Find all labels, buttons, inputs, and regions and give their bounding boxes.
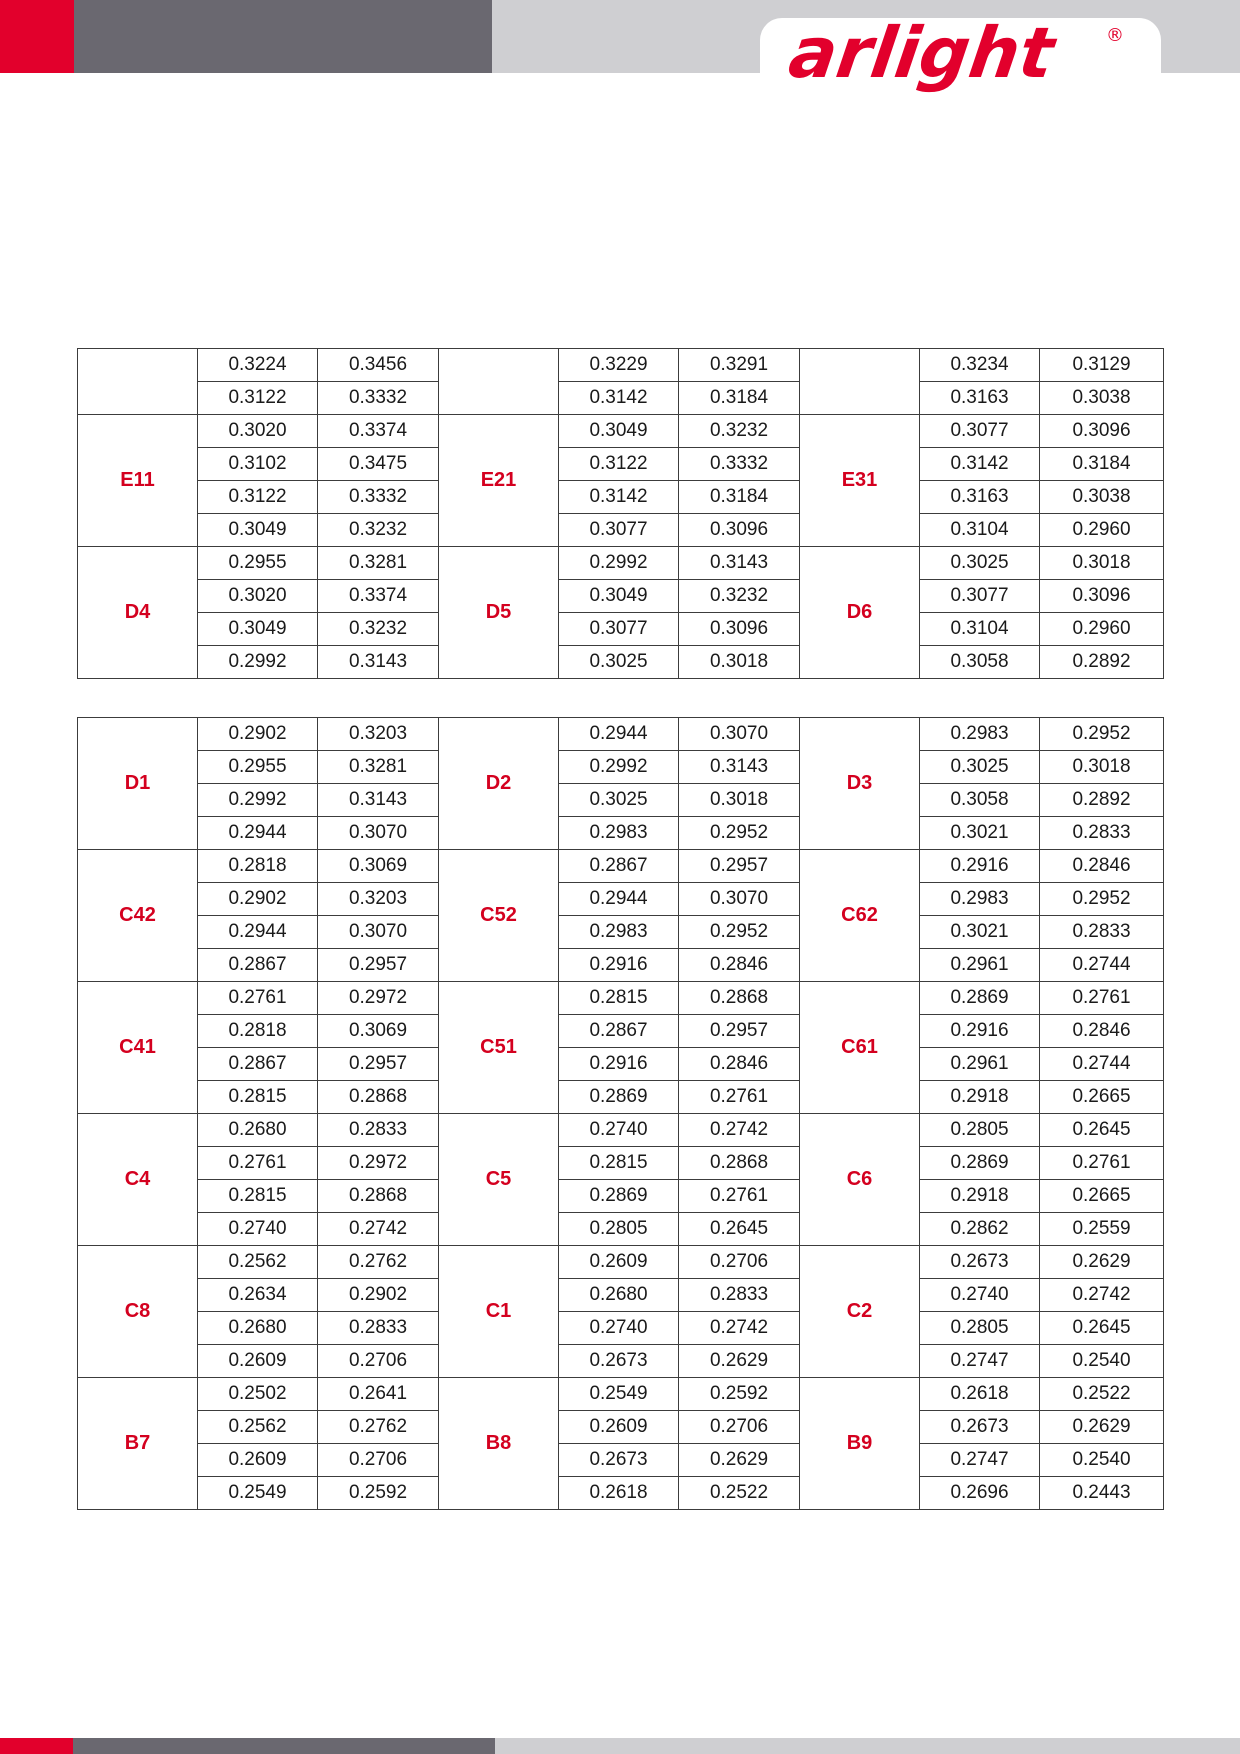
table-row bbox=[78, 1312, 1164, 1345]
bin-label bbox=[800, 349, 920, 415]
coordinate-x: 0.2992 bbox=[559, 751, 679, 784]
coordinate-x: 0.2961 bbox=[920, 1048, 1040, 1081]
coordinate-y: 0.2540 bbox=[1040, 1444, 1164, 1477]
coordinate-x: 0.2902 bbox=[198, 883, 318, 916]
coordinate-x: 0.2992 bbox=[198, 784, 318, 817]
table-row bbox=[78, 751, 1164, 784]
coordinate-y: 0.2957 bbox=[318, 949, 439, 982]
coordinate-y: 0.3143 bbox=[318, 784, 439, 817]
coordinate-x: 0.2944 bbox=[559, 718, 679, 751]
table-row bbox=[78, 1015, 1164, 1048]
table-row bbox=[78, 382, 1164, 415]
bin-label: C41 bbox=[78, 982, 198, 1114]
table-row bbox=[78, 982, 1164, 1015]
table-row bbox=[78, 1279, 1164, 1312]
table-body bbox=[78, 349, 1164, 679]
coordinate-x: 0.3020 bbox=[198, 415, 318, 448]
coordinate-y: 0.3096 bbox=[679, 613, 800, 646]
coordinate-x: 0.3224 bbox=[198, 349, 318, 382]
table-row bbox=[78, 646, 1164, 679]
coordinate-x: 0.2747 bbox=[920, 1345, 1040, 1378]
coordinate-x: 0.2549 bbox=[198, 1477, 318, 1510]
table-row bbox=[78, 481, 1164, 514]
coordinate-y: 0.3018 bbox=[679, 784, 800, 817]
bin-label: D3 bbox=[800, 718, 920, 850]
coordinate-y: 0.3096 bbox=[1040, 580, 1164, 613]
coordinate-x: 0.2916 bbox=[920, 850, 1040, 883]
bin-label: E31 bbox=[800, 415, 920, 547]
coordinate-y: 0.3070 bbox=[318, 817, 439, 850]
coordinate-y: 0.2742 bbox=[318, 1213, 439, 1246]
coordinate-x: 0.2747 bbox=[920, 1444, 1040, 1477]
coordinate-y: 0.2868 bbox=[679, 1147, 800, 1180]
coordinate-y: 0.3232 bbox=[318, 514, 439, 547]
coordinate-x: 0.3049 bbox=[559, 580, 679, 613]
coordinate-x: 0.2815 bbox=[559, 982, 679, 1015]
bin-label: D6 bbox=[800, 547, 920, 679]
coordinate-x: 0.2609 bbox=[559, 1246, 679, 1279]
coordinate-x: 0.2680 bbox=[559, 1279, 679, 1312]
bin-label: C1 bbox=[439, 1246, 559, 1378]
coordinate-y: 0.2952 bbox=[1040, 883, 1164, 916]
coordinate-x: 0.2673 bbox=[559, 1345, 679, 1378]
coordinate-x: 0.3021 bbox=[920, 916, 1040, 949]
coordinate-x: 0.2549 bbox=[559, 1378, 679, 1411]
bin-label: D1 bbox=[78, 718, 198, 850]
table-row bbox=[78, 448, 1164, 481]
coordinate-x: 0.3049 bbox=[198, 514, 318, 547]
coordinate-y: 0.2629 bbox=[679, 1345, 800, 1378]
coordinate-x: 0.2918 bbox=[920, 1081, 1040, 1114]
coordinate-x: 0.2867 bbox=[198, 1048, 318, 1081]
coordinate-y: 0.3232 bbox=[679, 580, 800, 613]
bin-label: C62 bbox=[800, 850, 920, 982]
coordinate-y: 0.3129 bbox=[1040, 349, 1164, 382]
footer-light-block bbox=[495, 1738, 1240, 1754]
coordinate-x: 0.3077 bbox=[920, 580, 1040, 613]
coordinate-y: 0.2952 bbox=[679, 817, 800, 850]
coordinate-y: 0.3456 bbox=[318, 349, 439, 382]
coordinate-x: 0.2562 bbox=[198, 1246, 318, 1279]
coordinate-y: 0.2706 bbox=[679, 1411, 800, 1444]
coordinate-x: 0.2696 bbox=[920, 1477, 1040, 1510]
coordinate-y: 0.2952 bbox=[679, 916, 800, 949]
header-red-block bbox=[0, 0, 74, 73]
coordinate-y: 0.2972 bbox=[318, 982, 439, 1015]
coordinate-x: 0.2805 bbox=[920, 1312, 1040, 1345]
coordinate-y: 0.3018 bbox=[679, 646, 800, 679]
coordinate-x: 0.3122 bbox=[559, 448, 679, 481]
coordinate-y: 0.3475 bbox=[318, 448, 439, 481]
coordinate-y: 0.3332 bbox=[318, 382, 439, 415]
table-row bbox=[78, 817, 1164, 850]
coordinate-y: 0.2762 bbox=[318, 1246, 439, 1279]
coordinate-y: 0.3018 bbox=[1040, 547, 1164, 580]
coordinate-x: 0.2869 bbox=[920, 982, 1040, 1015]
coordinate-y: 0.3184 bbox=[679, 382, 800, 415]
coordinate-x: 0.2916 bbox=[559, 949, 679, 982]
bin-label: D5 bbox=[439, 547, 559, 679]
coordinate-y: 0.2629 bbox=[1040, 1411, 1164, 1444]
coordinate-y: 0.2665 bbox=[1040, 1180, 1164, 1213]
bin-label: B7 bbox=[78, 1378, 198, 1510]
coordinate-y: 0.2742 bbox=[679, 1312, 800, 1345]
coordinate-y: 0.2641 bbox=[318, 1378, 439, 1411]
coordinate-y: 0.2744 bbox=[1040, 1048, 1164, 1081]
coordinate-x: 0.3025 bbox=[559, 784, 679, 817]
bin-label: C4 bbox=[78, 1114, 198, 1246]
table-row bbox=[78, 1246, 1164, 1279]
bin-label: C6 bbox=[800, 1114, 920, 1246]
coordinate-y: 0.3232 bbox=[318, 613, 439, 646]
table-row bbox=[78, 1411, 1164, 1444]
coordinate-y: 0.2833 bbox=[318, 1114, 439, 1147]
coordinate-x: 0.3234 bbox=[920, 349, 1040, 382]
coordinate-x: 0.2805 bbox=[920, 1114, 1040, 1147]
coordinate-x: 0.3049 bbox=[198, 613, 318, 646]
coordinate-y: 0.3281 bbox=[318, 547, 439, 580]
coordinate-x: 0.3058 bbox=[920, 646, 1040, 679]
coordinate-x: 0.3142 bbox=[920, 448, 1040, 481]
table-row bbox=[78, 1378, 1164, 1411]
coordinate-y: 0.2868 bbox=[318, 1180, 439, 1213]
coordinate-x: 0.3142 bbox=[559, 481, 679, 514]
coordinate-y: 0.2629 bbox=[1040, 1246, 1164, 1279]
coordinate-x: 0.2944 bbox=[559, 883, 679, 916]
coordinate-y: 0.3070 bbox=[679, 718, 800, 751]
coordinate-x: 0.2961 bbox=[920, 949, 1040, 982]
table-row bbox=[78, 1048, 1164, 1081]
coordinate-y: 0.2761 bbox=[1040, 982, 1164, 1015]
table-row bbox=[78, 349, 1164, 382]
coordinate-y: 0.2559 bbox=[1040, 1213, 1164, 1246]
coordinate-x: 0.3077 bbox=[559, 613, 679, 646]
bin-label bbox=[439, 349, 559, 415]
table-row bbox=[78, 514, 1164, 547]
table-row bbox=[78, 949, 1164, 982]
table-row bbox=[78, 1147, 1164, 1180]
coordinate-x: 0.2983 bbox=[920, 883, 1040, 916]
coordinate-x: 0.2618 bbox=[920, 1378, 1040, 1411]
coordinate-y: 0.2742 bbox=[679, 1114, 800, 1147]
coordinate-y: 0.2761 bbox=[679, 1081, 800, 1114]
coordinate-y: 0.3038 bbox=[1040, 382, 1164, 415]
table-row bbox=[78, 1345, 1164, 1378]
coordinate-y: 0.3069 bbox=[318, 850, 439, 883]
coordinate-x: 0.2502 bbox=[198, 1378, 318, 1411]
bin-label: C2 bbox=[800, 1246, 920, 1378]
table-row bbox=[78, 1444, 1164, 1477]
table-row bbox=[78, 580, 1164, 613]
coordinate-y: 0.2846 bbox=[1040, 850, 1164, 883]
coordinate-y: 0.2957 bbox=[679, 850, 800, 883]
coordinate-x: 0.2955 bbox=[198, 547, 318, 580]
coordinate-x: 0.2869 bbox=[559, 1180, 679, 1213]
header-dark-block bbox=[74, 0, 492, 73]
coordinate-x: 0.2673 bbox=[920, 1411, 1040, 1444]
table-row bbox=[78, 883, 1164, 916]
coordinate-y: 0.2665 bbox=[1040, 1081, 1164, 1114]
coordinate-x: 0.2562 bbox=[198, 1411, 318, 1444]
table-body bbox=[78, 718, 1164, 1510]
coordinate-x: 0.2983 bbox=[559, 817, 679, 850]
bin-label: D4 bbox=[78, 547, 198, 679]
coordinate-y: 0.2706 bbox=[318, 1345, 439, 1378]
coordinate-x: 0.2761 bbox=[198, 1147, 318, 1180]
coordinate-x: 0.3077 bbox=[920, 415, 1040, 448]
coordinate-x: 0.3104 bbox=[920, 613, 1040, 646]
coordinate-x: 0.3142 bbox=[559, 382, 679, 415]
coordinate-x: 0.2740 bbox=[920, 1279, 1040, 1312]
bin-label: C51 bbox=[439, 982, 559, 1114]
coordinate-y: 0.2592 bbox=[679, 1378, 800, 1411]
footer-red-block bbox=[0, 1738, 73, 1754]
table-row bbox=[78, 1081, 1164, 1114]
table-row bbox=[78, 916, 1164, 949]
coordinate-y: 0.3143 bbox=[679, 751, 800, 784]
coordinate-y: 0.2522 bbox=[679, 1477, 800, 1510]
coordinate-x: 0.3163 bbox=[920, 481, 1040, 514]
arlight-logo: arlight bbox=[784, 12, 1059, 94]
coordinate-x: 0.3102 bbox=[198, 448, 318, 481]
coordinate-x: 0.3122 bbox=[198, 481, 318, 514]
coordinate-y: 0.3232 bbox=[679, 415, 800, 448]
coordinate-x: 0.2740 bbox=[559, 1114, 679, 1147]
coordinate-x: 0.3025 bbox=[559, 646, 679, 679]
coordinate-x: 0.3077 bbox=[559, 514, 679, 547]
coordinate-x: 0.2761 bbox=[198, 982, 318, 1015]
coordinate-x: 0.2902 bbox=[198, 718, 318, 751]
coordinate-x: 0.2815 bbox=[198, 1081, 318, 1114]
bin-label: E11 bbox=[78, 415, 198, 547]
coordinate-y: 0.3374 bbox=[318, 580, 439, 613]
bin-label: C52 bbox=[439, 850, 559, 982]
coordinate-y: 0.3291 bbox=[679, 349, 800, 382]
coordinate-x: 0.2815 bbox=[559, 1147, 679, 1180]
coordinate-y: 0.2443 bbox=[1040, 1477, 1164, 1510]
coordinate-y: 0.2706 bbox=[679, 1246, 800, 1279]
coordinate-x: 0.2955 bbox=[198, 751, 318, 784]
coordinate-y: 0.3332 bbox=[318, 481, 439, 514]
coordinate-x: 0.2818 bbox=[198, 850, 318, 883]
coordinate-x: 0.2862 bbox=[920, 1213, 1040, 1246]
coordinate-x: 0.2867 bbox=[559, 850, 679, 883]
coordinate-y: 0.2868 bbox=[318, 1081, 439, 1114]
coordinate-y: 0.2540 bbox=[1040, 1345, 1164, 1378]
coordinate-x: 0.3021 bbox=[920, 817, 1040, 850]
table-row bbox=[78, 784, 1164, 817]
coordinate-x: 0.2609 bbox=[198, 1444, 318, 1477]
coordinate-y: 0.3096 bbox=[679, 514, 800, 547]
coordinate-y: 0.3143 bbox=[318, 646, 439, 679]
coordinate-x: 0.2869 bbox=[920, 1147, 1040, 1180]
coordinate-x: 0.2680 bbox=[198, 1114, 318, 1147]
coordinate-y: 0.3374 bbox=[318, 415, 439, 448]
coordinate-x: 0.2740 bbox=[559, 1312, 679, 1345]
coordinate-x: 0.3104 bbox=[920, 514, 1040, 547]
coordinate-y: 0.3281 bbox=[318, 751, 439, 784]
coordinate-y: 0.3070 bbox=[318, 916, 439, 949]
coordinate-x: 0.2944 bbox=[198, 916, 318, 949]
coordinate-y: 0.2868 bbox=[679, 982, 800, 1015]
registered-mark: ® bbox=[1106, 25, 1124, 46]
bin-label: C61 bbox=[800, 982, 920, 1114]
table-row bbox=[78, 547, 1164, 580]
coordinate-y: 0.3143 bbox=[679, 547, 800, 580]
color-bin-table-lower bbox=[77, 717, 1164, 1510]
coordinate-x: 0.3025 bbox=[920, 547, 1040, 580]
coordinate-y: 0.3096 bbox=[1040, 415, 1164, 448]
coordinate-x: 0.2944 bbox=[198, 817, 318, 850]
coordinate-y: 0.3184 bbox=[1040, 448, 1164, 481]
coordinate-y: 0.2960 bbox=[1040, 613, 1164, 646]
table-row bbox=[78, 718, 1164, 751]
coordinate-x: 0.2805 bbox=[559, 1213, 679, 1246]
coordinate-y: 0.2957 bbox=[679, 1015, 800, 1048]
coordinate-x: 0.3163 bbox=[920, 382, 1040, 415]
coordinate-x: 0.2609 bbox=[559, 1411, 679, 1444]
coordinate-y: 0.3018 bbox=[1040, 751, 1164, 784]
bin-label: C8 bbox=[78, 1246, 198, 1378]
coordinate-x: 0.2983 bbox=[559, 916, 679, 949]
table-row bbox=[78, 1114, 1164, 1147]
coordinate-y: 0.2645 bbox=[1040, 1312, 1164, 1345]
footer-dark-block bbox=[73, 1738, 495, 1754]
coordinate-x: 0.2992 bbox=[198, 646, 318, 679]
coordinate-y: 0.2762 bbox=[318, 1411, 439, 1444]
coordinate-x: 0.2815 bbox=[198, 1180, 318, 1213]
coordinate-y: 0.2902 bbox=[318, 1279, 439, 1312]
coordinate-y: 0.2892 bbox=[1040, 646, 1164, 679]
coordinate-y: 0.2833 bbox=[318, 1312, 439, 1345]
table-row bbox=[78, 1477, 1164, 1510]
coordinate-x: 0.2634 bbox=[198, 1279, 318, 1312]
bin-label: B8 bbox=[439, 1378, 559, 1510]
bin-label: D2 bbox=[439, 718, 559, 850]
coordinate-x: 0.2740 bbox=[198, 1213, 318, 1246]
coordinate-x: 0.2867 bbox=[198, 949, 318, 982]
coordinate-y: 0.2957 bbox=[318, 1048, 439, 1081]
coordinate-y: 0.2960 bbox=[1040, 514, 1164, 547]
coordinate-y: 0.2846 bbox=[679, 1048, 800, 1081]
coordinate-y: 0.3203 bbox=[318, 883, 439, 916]
coordinate-y: 0.3038 bbox=[1040, 481, 1164, 514]
bin-label bbox=[78, 349, 198, 415]
table-row bbox=[78, 1180, 1164, 1213]
coordinate-x: 0.2618 bbox=[559, 1477, 679, 1510]
coordinate-y: 0.2952 bbox=[1040, 718, 1164, 751]
coordinate-y: 0.2833 bbox=[1040, 817, 1164, 850]
coordinate-x: 0.2992 bbox=[559, 547, 679, 580]
bin-label: E21 bbox=[439, 415, 559, 547]
table-row bbox=[78, 1213, 1164, 1246]
coordinate-y: 0.2744 bbox=[1040, 949, 1164, 982]
coordinate-y: 0.2742 bbox=[1040, 1279, 1164, 1312]
coordinate-x: 0.3020 bbox=[198, 580, 318, 613]
coordinate-x: 0.3122 bbox=[198, 382, 318, 415]
coordinate-x: 0.2869 bbox=[559, 1081, 679, 1114]
coordinate-y: 0.2892 bbox=[1040, 784, 1164, 817]
coordinate-y: 0.2833 bbox=[679, 1279, 800, 1312]
coordinate-y: 0.2629 bbox=[679, 1444, 800, 1477]
coordinate-y: 0.2645 bbox=[679, 1213, 800, 1246]
coordinate-x: 0.2609 bbox=[198, 1345, 318, 1378]
coordinate-y: 0.2761 bbox=[679, 1180, 800, 1213]
coordinate-y: 0.2846 bbox=[679, 949, 800, 982]
bin-label: C5 bbox=[439, 1114, 559, 1246]
coordinate-x: 0.2983 bbox=[920, 718, 1040, 751]
coordinate-x: 0.2916 bbox=[559, 1048, 679, 1081]
coordinate-y: 0.2522 bbox=[1040, 1378, 1164, 1411]
coordinate-y: 0.3069 bbox=[318, 1015, 439, 1048]
coordinate-y: 0.3184 bbox=[679, 481, 800, 514]
coordinate-y: 0.2645 bbox=[1040, 1114, 1164, 1147]
bin-label: C42 bbox=[78, 850, 198, 982]
coordinate-x: 0.2918 bbox=[920, 1180, 1040, 1213]
coordinate-x: 0.2673 bbox=[559, 1444, 679, 1477]
coordinate-y: 0.3203 bbox=[318, 718, 439, 751]
coordinate-x: 0.3058 bbox=[920, 784, 1040, 817]
coordinate-y: 0.3332 bbox=[679, 448, 800, 481]
coordinate-y: 0.3070 bbox=[679, 883, 800, 916]
coordinate-y: 0.2761 bbox=[1040, 1147, 1164, 1180]
coordinate-y: 0.2592 bbox=[318, 1477, 439, 1510]
coordinate-x: 0.2867 bbox=[559, 1015, 679, 1048]
coordinate-x: 0.3229 bbox=[559, 349, 679, 382]
table-row bbox=[78, 850, 1164, 883]
coordinate-y: 0.2972 bbox=[318, 1147, 439, 1180]
coordinate-x: 0.2673 bbox=[920, 1246, 1040, 1279]
coordinate-x: 0.3025 bbox=[920, 751, 1040, 784]
coordinate-y: 0.2833 bbox=[1040, 916, 1164, 949]
bin-label: B9 bbox=[800, 1378, 920, 1510]
coordinate-x: 0.2916 bbox=[920, 1015, 1040, 1048]
color-bin-table-upper bbox=[77, 348, 1164, 679]
coordinate-y: 0.2846 bbox=[1040, 1015, 1164, 1048]
coordinate-x: 0.3049 bbox=[559, 415, 679, 448]
table-row bbox=[78, 415, 1164, 448]
coordinate-x: 0.2680 bbox=[198, 1312, 318, 1345]
table-row bbox=[78, 613, 1164, 646]
coordinate-x: 0.2818 bbox=[198, 1015, 318, 1048]
coordinate-y: 0.2706 bbox=[318, 1444, 439, 1477]
